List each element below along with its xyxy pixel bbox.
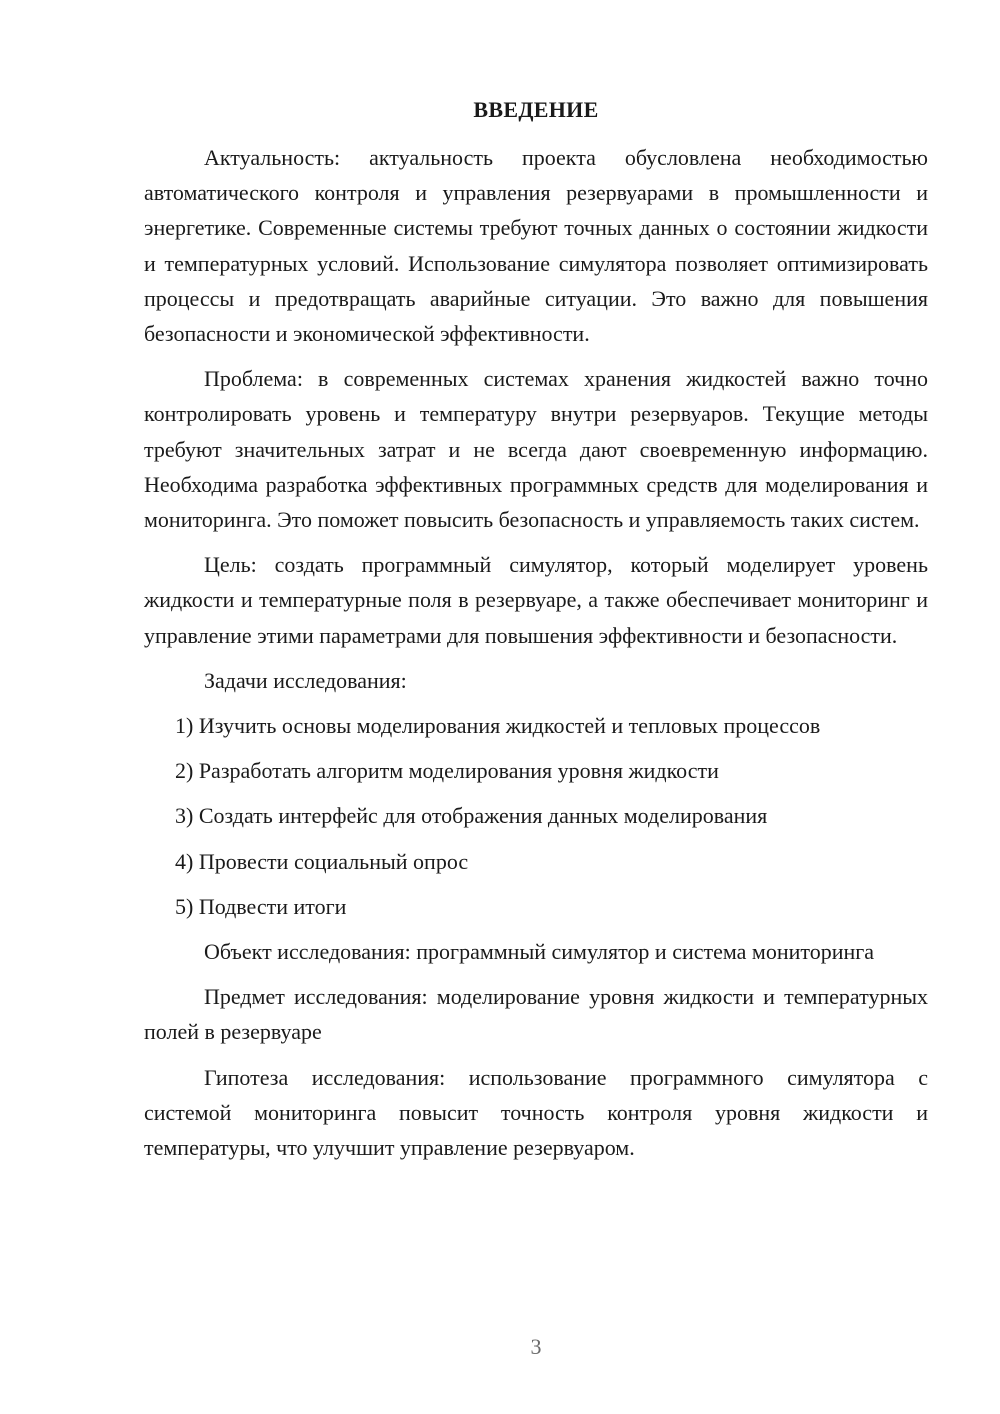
paragraph-subject: Предмет исследования: моделирование уровня жидкости и температурных полей в резервуаре <box>144 984 928 1045</box>
document-page <box>144 92 928 1175</box>
tasks-list <box>144 708 928 924</box>
paragraph-hypothesis: Гипотеза исследования: использование программного симулятора с системой мониторинга повысит точность контроля уровня жидкости и температуры, что улучшит управление резервуаром. <box>144 1064 928 1161</box>
paragraph-goal: Цель: создать программный симулятор, который моделирует уровень жидкости и температурные поля в резервуаре, а также обеспечивает мониторинг и управление этими параметрами для повышения эффективности и безопасности. <box>144 552 928 648</box>
task-item-1: 1) Изучить основы моделирования жидкостей и тепловых процессов <box>175 713 821 739</box>
paragraph-problem: Проблема: в современных системах хранения жидкостей важно точно контролировать уровень и температуру внутри резервуаров. Текущие методы требуют значительных затрат и не всегда дают своевременную информацию. Необходима разработка эффективных программных средств для моделирования и мониторинга. Это поможет повысить безопасность и управляемость таких систем. <box>144 366 928 533</box>
task-item-2: 2) Разработать алгоритм моделирования уровня жидкости <box>175 758 719 784</box>
tasks-heading: Задачи исследования: <box>204 667 407 693</box>
page-number: 3 <box>530 1334 542 1359</box>
task-item-4: 4) Провести социальный опрос <box>175 848 469 874</box>
task-item-5: 5) Подвести итоги <box>175 893 347 919</box>
task-item-3: 3) Создать интерфейс для отображения данных моделирования <box>175 803 768 829</box>
paragraph-object: Объект исследования: программный симулятор и система мониторинга <box>204 939 875 965</box>
page-title: ВВЕДЕНИЕ <box>473 97 599 122</box>
paragraph-relevance: Актуальность: актуальность проекта обусловлена необходимостью автоматического контроля и управления резервуарами в промышленности и энергетике. Современные системы требуют точных данных о состоянии жидкости и температурных условий. Использование симулятора позволяет оптимизировать процессы и предотвращать аварийные ситуации. Это важно для повышения безопасности и экономической эффективности. <box>144 145 928 347</box>
